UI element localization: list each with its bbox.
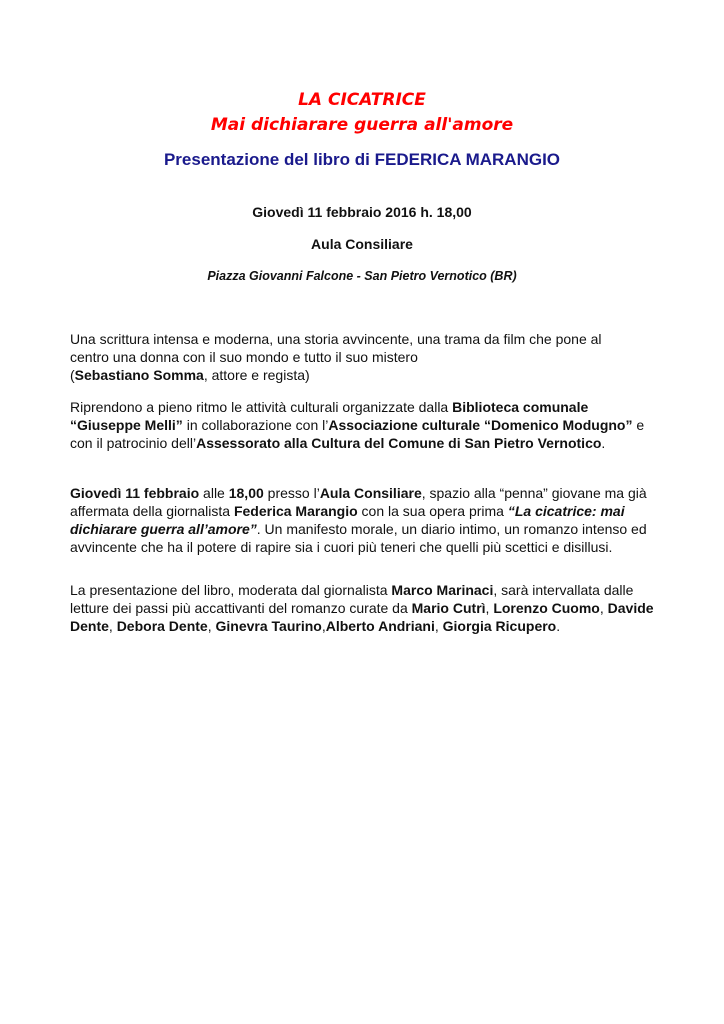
event-address: Piazza Giovanni Falcone - San Pietro Vernotico (BR) [207, 269, 517, 283]
event-text-2: presso l’ [263, 485, 320, 501]
event-text-5: . Un manifesto morale, un diario intimo, un romanzo intenso ed avvincente che ha il potere di rapire sia i cuori più teneri che quelli più scettici e disillusi. [70, 521, 647, 555]
reader-separator: , [108, 618, 117, 634]
quote-line-1: Una scrittura intensa e moderna, una storia avvincente, una trama da film che pone al [70, 331, 602, 347]
author-name: Federica Marangio [233, 503, 358, 519]
organizers-text-2: in collaborazione con l’ [182, 417, 329, 433]
event-text-4: con la sua opera prima [357, 503, 508, 519]
readers-end: . [556, 618, 561, 634]
reader-name: Ginevra Taurino [215, 618, 322, 634]
event-hour: 18,00 [228, 485, 264, 501]
event-day: Giovedì 11 febbraio [70, 485, 200, 501]
library-name: Biblioteca comunale “Giuseppe Melli” [70, 399, 589, 433]
reader-name: Debora Dente [116, 618, 208, 634]
book-title: LA CICATRICE [298, 90, 426, 110]
reader-name: Davide Dente [70, 600, 654, 634]
organizers-text-1: Riprendono a pieno ritmo le attività culturali organizzate dalla [70, 399, 453, 415]
reader-separator: , [207, 618, 216, 634]
event-date-time: Giovedì 11 febbraio 2016 h. 18,00 [252, 204, 472, 220]
readers-text-1: La presentazione del libro, moderata dal giornalista [70, 582, 392, 598]
reader-name: Giorgia Ricupero [442, 618, 557, 634]
event-paragraph [70, 484, 660, 556]
quote-line-2: centro una donna con il suo mondo e tutto il suo mistero [70, 349, 418, 365]
quote-author-role: , attore e regista) [203, 367, 310, 383]
organizers-text-3: e con il patrocinio dell’ [70, 417, 645, 451]
reader-name: Alberto Andriani [325, 618, 435, 634]
reader-separator: , [485, 600, 494, 616]
reader-separator: , [434, 618, 443, 634]
event-text-3: , spazio alla “penna” giovane ma già affermata della giornalista [70, 485, 647, 519]
readers-text-2: , sarà intervallata dalle letture dei passi più accattivanti del romanzo curate da [70, 582, 634, 616]
reader-separator: , [599, 600, 608, 616]
council-name: Assessorato alla Cultura del Comune di San Pietro Vernotico [196, 435, 602, 451]
event-venue: Aula Consiliare [311, 236, 413, 252]
association-name: Associazione culturale “Domenico Modugno” [328, 417, 633, 433]
readers-paragraph [70, 581, 660, 635]
organizers-paragraph [70, 398, 660, 452]
reader-name: Mario Cutrì [411, 600, 486, 616]
moderator-name: Marco Marinaci [391, 582, 494, 598]
reader-name: Lorenzo Cuomo [493, 600, 600, 616]
reader-separator: , [321, 618, 326, 634]
quote-author: Sebastiano Somma [74, 367, 204, 383]
event-venue-inline: Aula Consiliare [319, 485, 422, 501]
organizers-text-4: . [601, 435, 606, 451]
book-title-inline: “La cicatrice: mai dichiarare guerra all’amore” [70, 503, 625, 537]
presentation-heading: Presentazione del libro di FEDERICA MARANGIO [163, 150, 561, 169]
quote-paragraph [70, 330, 660, 384]
open-paren: ( [70, 367, 75, 383]
book-subtitle: Mai dichiarare guerra all'amore [210, 115, 514, 135]
event-text-1: alle [199, 485, 229, 501]
